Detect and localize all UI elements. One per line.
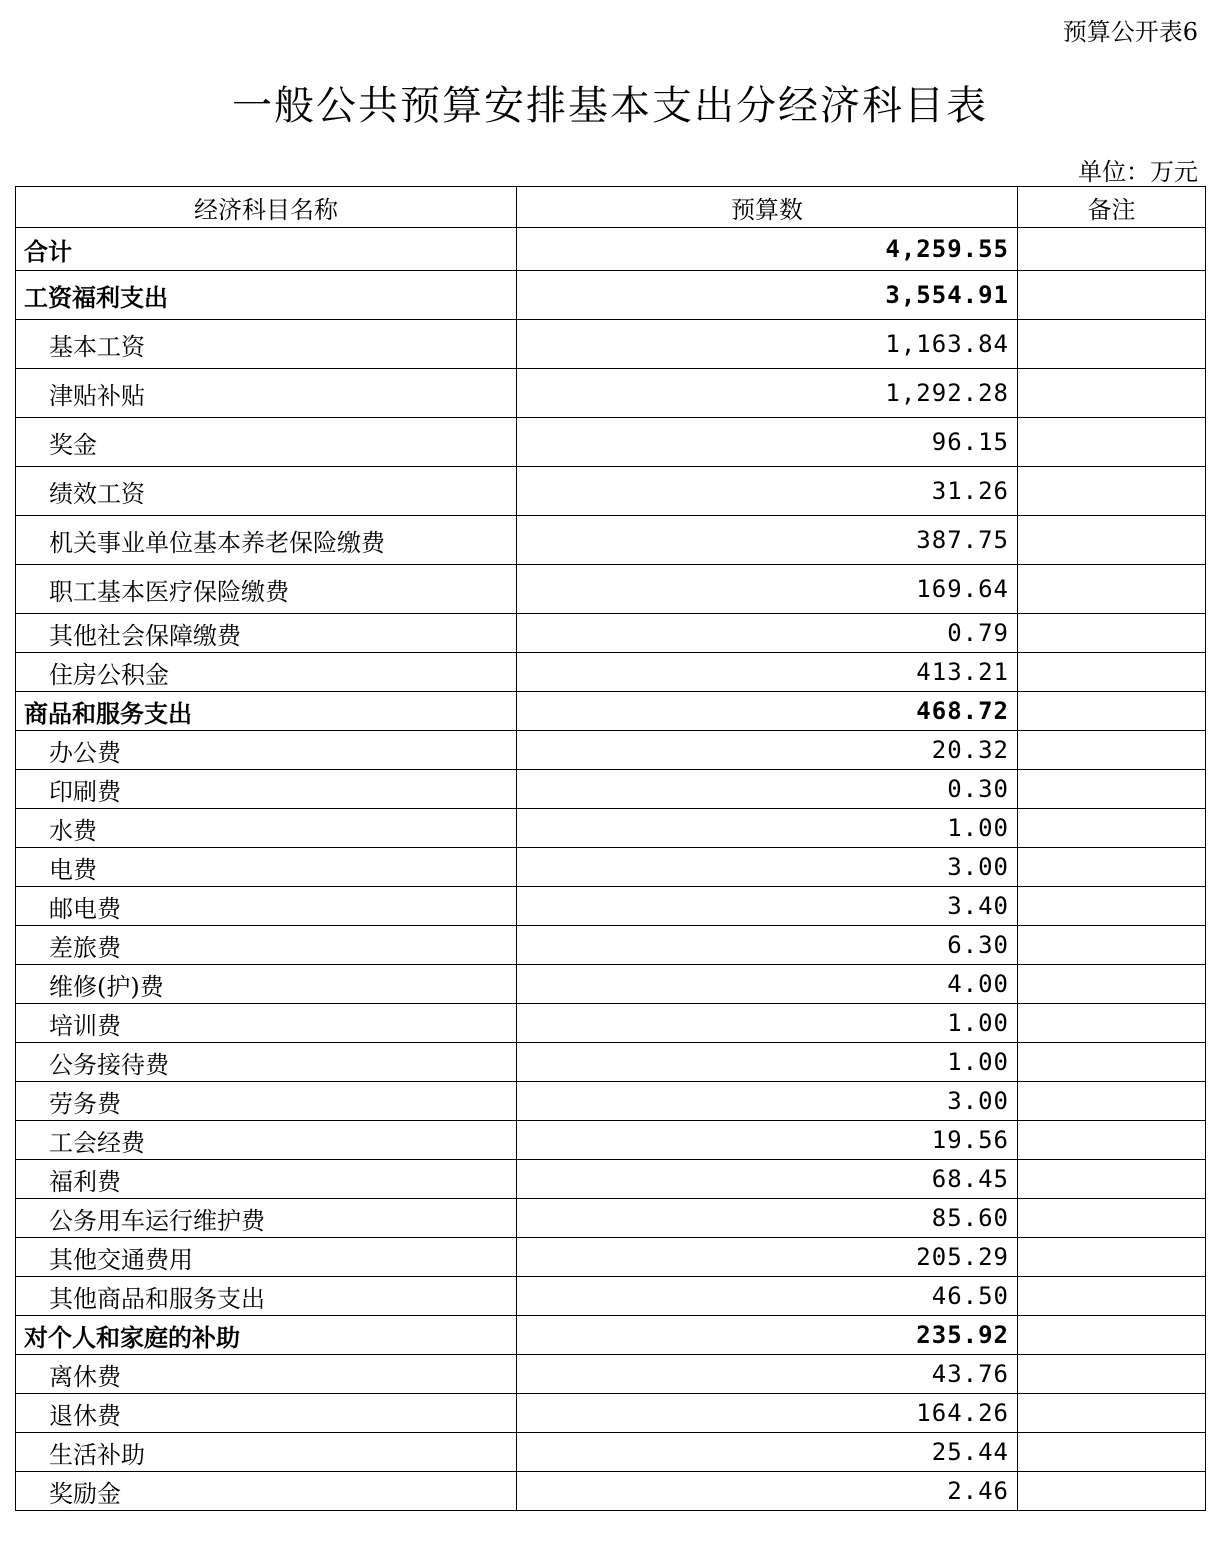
table-row xyxy=(16,228,1206,271)
row-value: 3.40 xyxy=(517,887,1018,926)
row-value: 1.00 xyxy=(517,1043,1018,1082)
unit-label: 单位：万元 xyxy=(1078,158,1198,186)
row-note xyxy=(1018,1433,1206,1472)
table-row xyxy=(16,965,1206,1004)
row-value: 3.00 xyxy=(517,848,1018,887)
table-row xyxy=(16,809,1206,848)
row-name: 公务用车运行维护费 xyxy=(16,1199,517,1238)
row-note xyxy=(1018,1394,1206,1433)
row-name: 职工基本医疗保险缴费 xyxy=(16,565,517,614)
row-note xyxy=(1018,965,1206,1004)
row-value: 3.00 xyxy=(517,1082,1018,1121)
row-value: 164.26 xyxy=(517,1394,1018,1433)
row-name: 住房公积金 xyxy=(16,653,517,692)
header-note: 备注 xyxy=(1018,187,1206,228)
table-row xyxy=(16,1394,1206,1433)
row-value: 31.26 xyxy=(517,467,1018,516)
row-note xyxy=(1018,731,1206,770)
table-row xyxy=(16,1121,1206,1160)
row-value: 0.30 xyxy=(517,770,1018,809)
row-name: 奖金 xyxy=(16,418,517,467)
row-note xyxy=(1018,1316,1206,1355)
row-name: 印刷费 xyxy=(16,770,517,809)
row-note xyxy=(1018,1199,1206,1238)
row-name: 商品和服务支出 xyxy=(16,692,517,731)
row-note xyxy=(1018,418,1206,467)
row-value: 4.00 xyxy=(517,965,1018,1004)
row-name: 劳务费 xyxy=(16,1082,517,1121)
row-note xyxy=(1018,848,1206,887)
table-row xyxy=(16,467,1206,516)
row-name: 办公费 xyxy=(16,731,517,770)
row-name: 其他社会保障缴费 xyxy=(16,614,517,653)
table-row xyxy=(16,1277,1206,1316)
table-row xyxy=(16,271,1206,320)
table-row xyxy=(16,1160,1206,1199)
row-note xyxy=(1018,565,1206,614)
row-name: 对个人和家庭的补助 xyxy=(16,1316,517,1355)
row-note xyxy=(1018,614,1206,653)
row-name: 离休费 xyxy=(16,1355,517,1394)
row-name: 奖励金 xyxy=(16,1472,517,1511)
row-note xyxy=(1018,653,1206,692)
row-name: 生活补助 xyxy=(16,1433,517,1472)
row-note xyxy=(1018,369,1206,418)
budget-table xyxy=(15,186,1206,1511)
row-note xyxy=(1018,926,1206,965)
table-row xyxy=(16,1472,1206,1511)
table-row xyxy=(16,1238,1206,1277)
row-name: 津贴补贴 xyxy=(16,369,517,418)
row-value: 19.56 xyxy=(517,1121,1018,1160)
table-number-label: 预算公开表6 xyxy=(1062,18,1198,46)
row-value: 3,554.91 xyxy=(517,271,1018,320)
row-note xyxy=(1018,271,1206,320)
row-value: 413.21 xyxy=(517,653,1018,692)
row-note xyxy=(1018,1160,1206,1199)
row-value: 2.46 xyxy=(517,1472,1018,1511)
page-title: 一般公共预算安排基本支出分经济科目表 xyxy=(232,83,988,129)
table-row xyxy=(16,1199,1206,1238)
row-note xyxy=(1018,516,1206,565)
row-name: 其他商品和服务支出 xyxy=(16,1277,517,1316)
table-row xyxy=(16,1316,1206,1355)
row-note xyxy=(1018,320,1206,369)
row-value: 205.29 xyxy=(517,1238,1018,1277)
table-row xyxy=(16,926,1206,965)
row-name: 机关事业单位基本养老保险缴费 xyxy=(16,516,517,565)
row-value: 1,163.84 xyxy=(517,320,1018,369)
row-value: 1.00 xyxy=(517,1004,1018,1043)
row-value: 468.72 xyxy=(517,692,1018,731)
table-row xyxy=(16,369,1206,418)
row-name: 工会经费 xyxy=(16,1121,517,1160)
row-value: 387.75 xyxy=(517,516,1018,565)
table-row xyxy=(16,614,1206,653)
row-name: 绩效工资 xyxy=(16,467,517,516)
row-value: 96.15 xyxy=(517,418,1018,467)
table-row xyxy=(16,887,1206,926)
row-note xyxy=(1018,1472,1206,1511)
row-value: 4,259.55 xyxy=(517,228,1018,271)
row-note xyxy=(1018,770,1206,809)
header-budget: 预算数 xyxy=(517,187,1018,228)
row-note xyxy=(1018,809,1206,848)
row-value: 20.32 xyxy=(517,731,1018,770)
table-row xyxy=(16,565,1206,614)
row-name: 基本工资 xyxy=(16,320,517,369)
row-note xyxy=(1018,1082,1206,1121)
row-note xyxy=(1018,1355,1206,1394)
row-name: 维修(护)费 xyxy=(16,965,517,1004)
row-name: 电费 xyxy=(16,848,517,887)
row-name: 水费 xyxy=(16,809,517,848)
row-name: 其他交通费用 xyxy=(16,1238,517,1277)
table-row xyxy=(16,1433,1206,1472)
row-note xyxy=(1018,692,1206,731)
row-note xyxy=(1018,1004,1206,1043)
row-name: 差旅费 xyxy=(16,926,517,965)
row-note xyxy=(1018,467,1206,516)
row-note xyxy=(1018,887,1206,926)
table-row xyxy=(16,692,1206,731)
row-value: 0.79 xyxy=(517,614,1018,653)
table-row xyxy=(16,770,1206,809)
row-value: 169.64 xyxy=(517,565,1018,614)
table-row xyxy=(16,1355,1206,1394)
row-value: 1.00 xyxy=(517,809,1018,848)
row-note xyxy=(1018,1238,1206,1277)
row-name: 公务接待费 xyxy=(16,1043,517,1082)
row-value: 1,292.28 xyxy=(517,369,1018,418)
table-row xyxy=(16,418,1206,467)
row-name: 邮电费 xyxy=(16,887,517,926)
table-row xyxy=(16,516,1206,565)
table-row xyxy=(16,320,1206,369)
table-row xyxy=(16,1004,1206,1043)
row-value: 235.92 xyxy=(517,1316,1018,1355)
row-value: 6.30 xyxy=(517,926,1018,965)
row-name: 培训费 xyxy=(16,1004,517,1043)
row-name: 退休费 xyxy=(16,1394,517,1433)
row-name: 合计 xyxy=(16,228,517,271)
row-value: 85.60 xyxy=(517,1199,1018,1238)
table-row xyxy=(16,1043,1206,1082)
row-note xyxy=(1018,1121,1206,1160)
row-name: 福利费 xyxy=(16,1160,517,1199)
row-note xyxy=(1018,228,1206,271)
header-item-name: 经济科目名称 xyxy=(16,187,517,228)
table-row xyxy=(16,653,1206,692)
row-name: 工资福利支出 xyxy=(16,271,517,320)
row-value: 46.50 xyxy=(517,1277,1018,1316)
row-note xyxy=(1018,1277,1206,1316)
table-row xyxy=(16,848,1206,887)
table-header-row xyxy=(16,187,1206,228)
row-value: 25.44 xyxy=(517,1433,1018,1472)
row-value: 43.76 xyxy=(517,1355,1018,1394)
row-note xyxy=(1018,1043,1206,1082)
table-row xyxy=(16,731,1206,770)
table-row xyxy=(16,1082,1206,1121)
row-value: 68.45 xyxy=(517,1160,1018,1199)
